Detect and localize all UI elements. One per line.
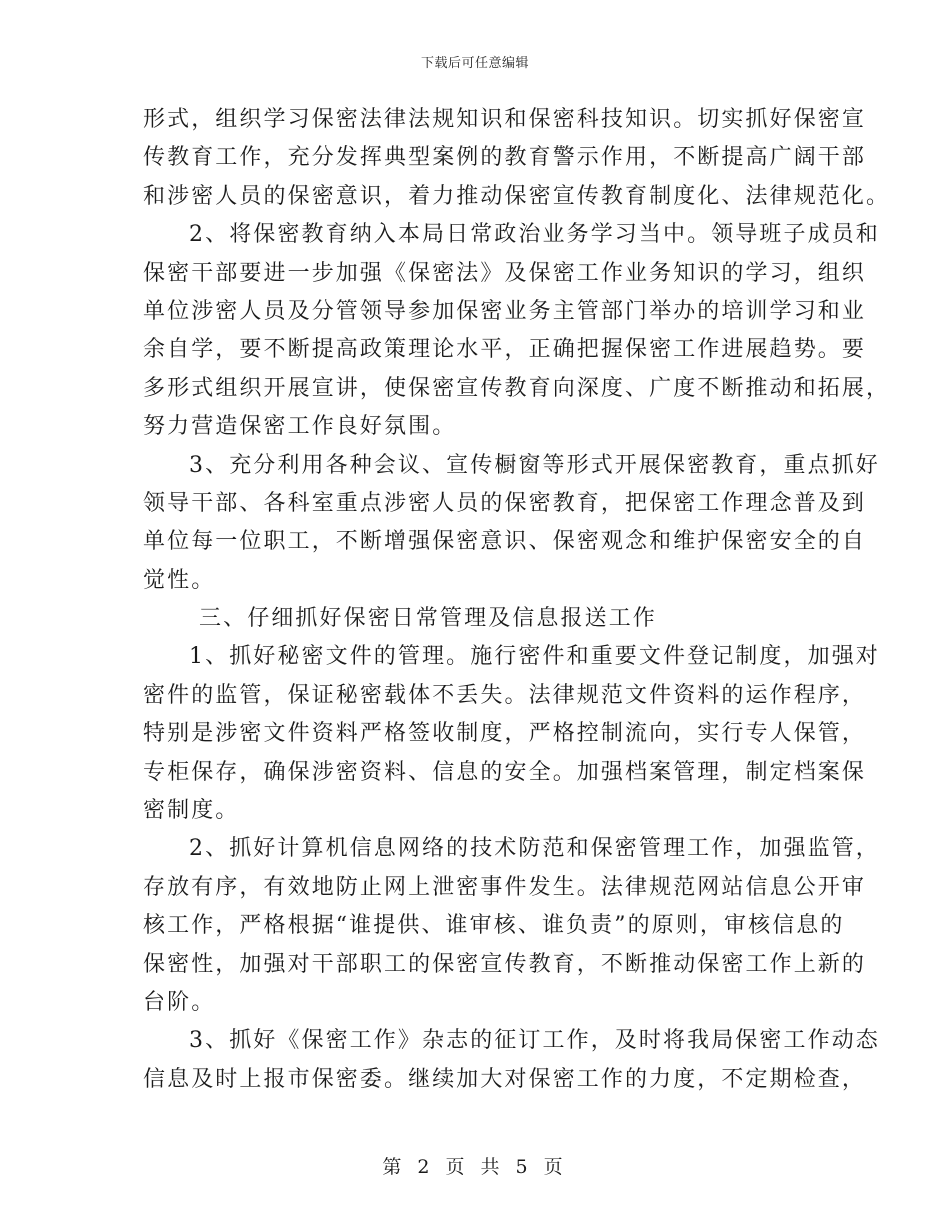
text-line: 特别是涉密文件资料严格签收制度，严格控制流向，实行专人保管，: [143, 721, 867, 747]
text-line: 密制度。: [143, 798, 240, 824]
text-line: 多形式组织开展宣讲，使保密宣传教育向深度、广度不断推动和拓展，: [143, 375, 891, 401]
text-line: 三、仔细抓好保密日常管理及信息报送工作: [199, 606, 657, 632]
text-line: 余自学，要不断提高政策理论水平，正确把握保密工作进展趋势。要: [143, 337, 867, 363]
text-line: 核工作，严格根据“谁提供、谁审核、谁负责”的原则，审核信息的: [143, 913, 845, 939]
text-line: 3、抓好《保密工作》杂志的征订工作，及时将我局保密工作动态: [189, 1028, 880, 1054]
text-line: 1、抓好秘密文件的管理。施行密件和重要文件登记制度，加强对: [189, 644, 880, 670]
text-line: 2、将保密教育纳入本局日常政治业务学习当中。领导班子成员和: [189, 222, 880, 248]
document-body: [143, 101, 891, 1099]
text-line: 存放有序，有效地防止网上泄密事件发生。法律规范网站信息公开审: [143, 874, 867, 900]
text-line: 传教育工作，充分发挥典型案例的教育警示作用，不断提高广阔干部: [143, 145, 867, 171]
text-line: 保密性，加强对干部职工的保密宣传教育，不断推动保密工作上新的: [143, 951, 867, 977]
text-line: 3、充分利用各种会议、宣传橱窗等形式开展保密教育，重点抓好: [189, 452, 880, 478]
page-header: 下载后可任意编辑: [420, 56, 529, 71]
text-line: 觉性。: [143, 567, 216, 593]
text-line: 努力营造保密工作良好氛围。: [143, 414, 457, 440]
text-line: 领导干部、各科室重点涉密人员的保密教育，把保密工作理念普及到: [143, 490, 867, 516]
text-line: 2、抓好计算机信息网络的技术防范和保密管理工作，加强监管，: [189, 836, 880, 862]
page-footer: 第 2 页 共 5 页: [382, 1156, 568, 1178]
text-line: 单位涉密人员及分管领导参加保密业务主管部门举办的培训学习和业: [143, 298, 867, 324]
text-line: 保密干部要进一步加强《保密法》及保密工作业务知识的学习，组织: [143, 260, 867, 286]
text-line: 和涉密人员的保密意识，着力推动保密宣传教育制度化、法律规范化。: [143, 183, 891, 209]
text-line: 专柜保存，确保涉密资料、信息的安全。加强档案管理，制定档案保: [143, 759, 867, 785]
text-line: 形式，组织学习保密法律法规知识和保密科技知识。切实抓好保密宣: [143, 107, 867, 132]
text-line: 密件的监管，保证秘密载体不丢失。法律规范文件资料的运作程序，: [143, 682, 867, 708]
text-line: 台阶。: [143, 989, 216, 1015]
text-line: 信息及时上报市保密委。继续加大对保密工作的力度，不定期检查，: [143, 1066, 867, 1092]
text-line: 单位每一位职工，不断增强保密意识、保密观念和维护保密安全的自: [143, 529, 867, 555]
